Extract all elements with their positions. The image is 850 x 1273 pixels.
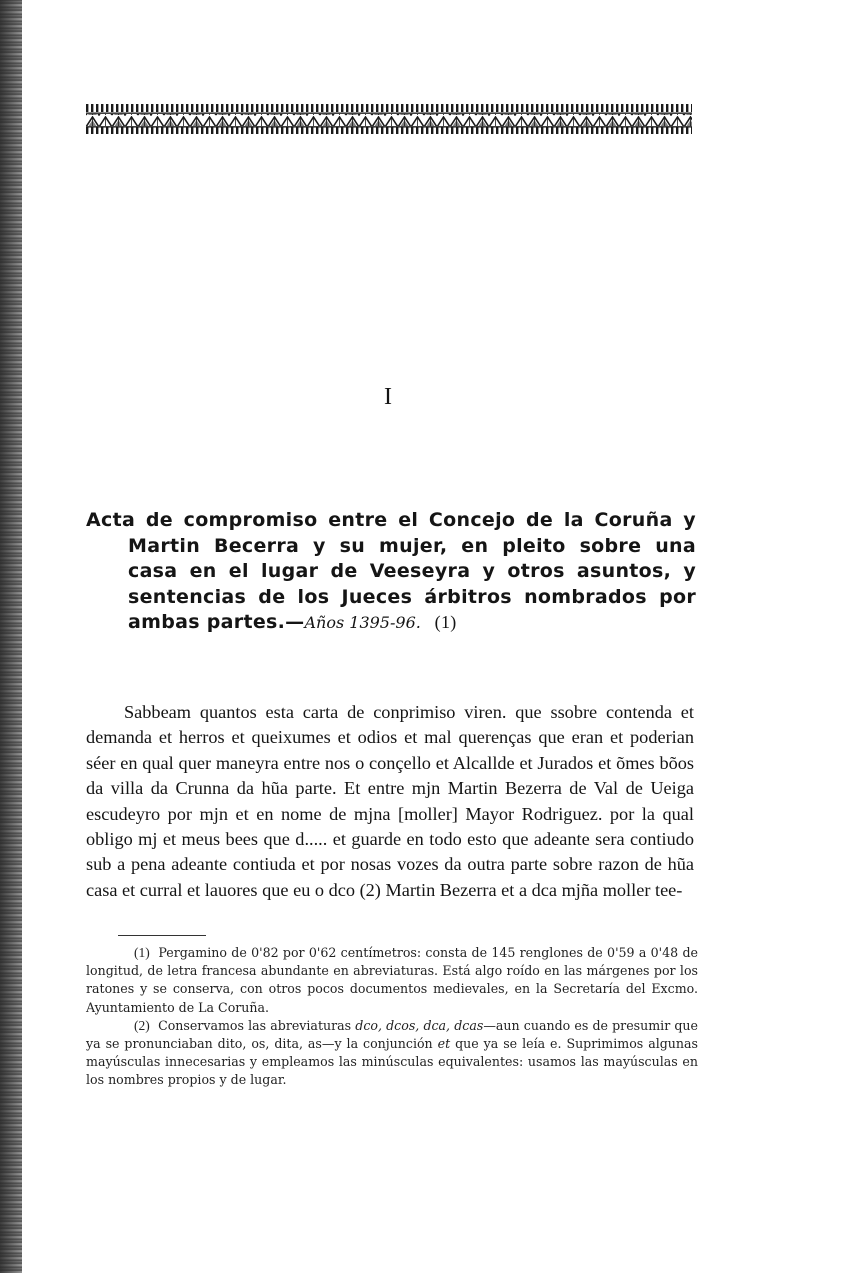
footnote-1-text: Pergamino de 0'82 por 0'62 centímetros: consta de 145 renglones de 0'59 a 0'48 de longitud, de letra francesa abundante en abreviaturas. Está algo roído en las márgenes por los ratones y se conserva, con otros pocos documentos medievales, en la Secretaría del Excmo. Ayuntamiento de La Coruña.	[86, 945, 698, 1015]
page-binding-edge	[0, 0, 22, 1273]
footnote-2-mark: (2)	[134, 1017, 150, 1033]
footnote-2-text-b: —aun cuando es de presumir que ya se pronunciaban dito, os, dita, as—y la conjunción	[86, 1017, 698, 1052]
ornament-icon	[86, 104, 692, 134]
heading-footnote-ref: (1)	[434, 612, 457, 632]
footnote-2-text-c: que ya se leía e. Suprimimos algunas mayúsculas innecesarias y empleamos las minúsculas equivalentes: usamos las mayúsculas en los nombres propios y de lugar.	[86, 1036, 698, 1088]
footnote-divider	[118, 935, 206, 936]
footnote-1-mark: (1)	[134, 945, 150, 960]
heading-years: Años 1395-96.	[304, 613, 421, 632]
document-heading	[86, 508, 696, 636]
heading-main: Acta de compromiso entre el Concejo de la Coruña y Martin Becerra y su mujer, en pleito sobre una casa en el lugar de Veeseyra y otros asuntos, y sentencias de los Jueces árbitros nombrados por ambas partes.	[86, 509, 696, 633]
heading-dash: —	[285, 611, 305, 633]
decorative-header-border	[86, 104, 692, 134]
footnote-1	[86, 944, 698, 1017]
footnote-2-italic-a: dco, dcos, dca, dcas	[355, 1017, 484, 1033]
footnote-2	[86, 1017, 698, 1090]
body-paragraph: Sabbeam quantos esta carta de conprimiso viren. que ssobre contenda et demanda et herros et queixumes et odios et mal querenças que eran et poderian séer en qual quer maneyra entre nos o conçello et Alcallde et Jurados et õmes bõos da villa da Crunna da hũa parte. Et entre mjn Martin Bezerra de Val de Ueiga escudeyro por mjn et en nome de mjna [moller] Mayor Rodriguez. por la qual obligo mj et meus bees que d..... et guarde en todo esto que adeante sera contiudo sub a pena adeante contiuda et por nosas vozes da outra parte sobre razon de hũa casa et curral et lauores que eu o dco (2) Martin Bezerra et a dca mjña moller tee-	[86, 702, 694, 900]
footnotes	[86, 944, 698, 1090]
footnote-2-italic-b: et	[437, 1036, 451, 1052]
chapter-number	[0, 384, 850, 411]
footnote-2-text-a: Conservamos las abreviaturas	[158, 1017, 356, 1033]
chapter-number-text: I	[384, 384, 392, 410]
